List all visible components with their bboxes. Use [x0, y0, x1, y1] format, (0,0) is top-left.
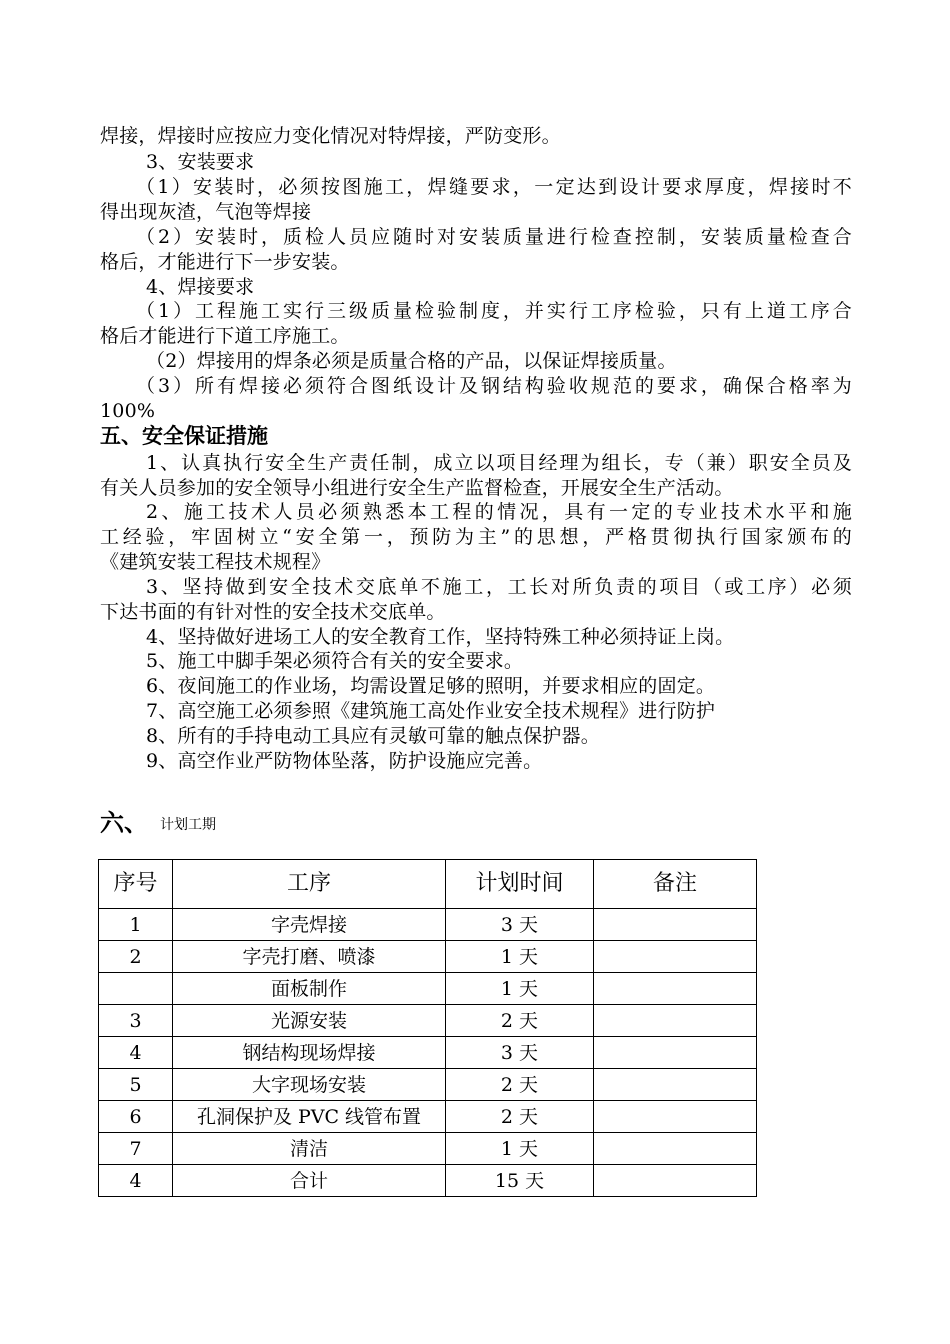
- table-cell: [594, 941, 757, 973]
- table-cell: 5: [99, 1069, 173, 1101]
- table-row: [99, 1165, 757, 1197]
- text-line: 3、坚持做到安全技术交底单不施工，工长对所负责的项目（或工序）必须: [146, 576, 852, 598]
- text-line: （2）焊接用的焊条必须是质量合格的产品，以保证焊接质量。: [146, 350, 677, 372]
- table-cell: 字壳焊接: [173, 909, 446, 941]
- header-cell: 序号: [99, 860, 173, 909]
- text-line: 焊接，焊接时应按应力变化情况对特焊接，严防变形。: [100, 125, 561, 147]
- table-cell: [594, 909, 757, 941]
- table-cell: 清洁: [173, 1133, 446, 1165]
- text-line: 6、夜间施工的作业场，均需设置足够的照明，并要求相应的固定。: [146, 675, 716, 697]
- table-cell: 1 天: [446, 941, 594, 973]
- text-line: 工经验，牢固树立“安全第一，预防为主”的思想，严格贯彻执行国家颁布的: [100, 526, 852, 548]
- table-cell: [594, 1165, 757, 1197]
- text-line: 3、安装要求: [146, 151, 255, 173]
- text-line: 100%: [100, 400, 156, 422]
- text-line: 8、所有的手持电动工具应有灵敏可靠的触点保护器。: [146, 725, 600, 747]
- table-cell: 1: [99, 909, 173, 941]
- table-cell: [594, 1005, 757, 1037]
- table-cell: 孔洞保护及 PVC 线管布置: [173, 1101, 446, 1133]
- text-line: （1）工程施工实行三级质量检验制度，并实行工序检验，只有上道工序合: [136, 300, 852, 322]
- table-cell: [99, 973, 173, 1005]
- table-cell: 2: [99, 941, 173, 973]
- section-heading-schedule: 六、: [100, 809, 148, 837]
- table-row: [99, 941, 757, 973]
- header-cell: 备注: [594, 860, 757, 909]
- table-row: [99, 1037, 757, 1069]
- text-line: 有关人员参加的安全领导小组进行安全生产监督检查，开展安全生产活动。: [100, 477, 734, 499]
- text-line: 下达书面的有针对性的安全技术交底单。: [100, 601, 446, 623]
- text-line: （1）安装时，必须按图施工，焊缝要求，一定达到设计要求厚度，焊接时不: [136, 176, 852, 198]
- table-cell: 合计: [173, 1165, 446, 1197]
- header-cell: 计划时间: [446, 860, 594, 909]
- table-cell: 钢结构现场焊接: [173, 1037, 446, 1069]
- table-cell: 7: [99, 1133, 173, 1165]
- schedule-table: [98, 859, 757, 1197]
- text-line: 2、施工技术人员必须熟悉本工程的情况，具有一定的专业技术水平和施: [146, 501, 852, 523]
- text-line: 《建筑安装工程技术规程》: [100, 551, 331, 573]
- text-line: （2）安装时，质检人员应随时对安装质量进行检查控制，安装质量检查合: [136, 226, 852, 248]
- table-cell: [594, 1069, 757, 1101]
- table-cell: [594, 1037, 757, 1069]
- text-line: 4、焊接要求: [146, 276, 255, 298]
- table-cell: 字壳打磨、喷漆: [173, 941, 446, 973]
- text-line: 5、施工中脚手架必须符合有关的安全要求。: [146, 650, 524, 672]
- text-line: 1、认真执行安全生产责任制，成立以项目经理为组长，专（兼）职安全员及: [146, 452, 852, 474]
- table-row: [99, 1133, 757, 1165]
- table-cell: 3: [99, 1005, 173, 1037]
- table-cell: 4: [99, 1165, 173, 1197]
- table-row: [99, 1005, 757, 1037]
- table-cell: [594, 973, 757, 1005]
- table-cell: 2 天: [446, 1005, 594, 1037]
- table-cell: 2 天: [446, 1101, 594, 1133]
- table-cell: 2 天: [446, 1069, 594, 1101]
- table-cell: [594, 1101, 757, 1133]
- section-subtitle: 计划工期: [160, 817, 216, 833]
- section-heading-safety: 五、安全保证措施: [100, 424, 268, 448]
- table-header-row: [99, 860, 757, 909]
- text-line: 4、坚持做好进场工人的安全教育工作，坚持特殊工种必须持证上岗。: [146, 626, 735, 648]
- text-line: （3）所有焊接必须符合图纸设计及钢结构验收规范的要求，确保合格率为: [136, 375, 852, 397]
- table-cell: 1 天: [446, 973, 594, 1005]
- header-cell: 工序: [173, 860, 446, 909]
- text-line: 格后才能进行下道工序施工。: [100, 325, 350, 347]
- table-row: [99, 909, 757, 941]
- table-row: [99, 1069, 757, 1101]
- table-cell: 4: [99, 1037, 173, 1069]
- table-cell: 3 天: [446, 1037, 594, 1069]
- table-cell: 6: [99, 1101, 173, 1133]
- table-cell: 面板制作: [173, 973, 446, 1005]
- table-cell: [594, 1133, 757, 1165]
- table-cell: 光源安装: [173, 1005, 446, 1037]
- text-line: 7、高空施工必须参照《建筑施工高处作业安全技术规程》进行防护: [146, 700, 716, 722]
- text-line: 9、高空作业严防物体坠落，防护设施应完善。: [146, 750, 543, 772]
- table-cell: 3 天: [446, 909, 594, 941]
- text-line: 格后，才能进行下一步安装。: [100, 251, 350, 273]
- table-cell: 1 天: [446, 1133, 594, 1165]
- table-cell: 15 天: [446, 1165, 594, 1197]
- table-cell: 大字现场安装: [173, 1069, 446, 1101]
- table-row: [99, 973, 757, 1005]
- text-line: 得出现灰渣，气泡等焊接: [100, 201, 312, 223]
- table-row: [99, 1101, 757, 1133]
